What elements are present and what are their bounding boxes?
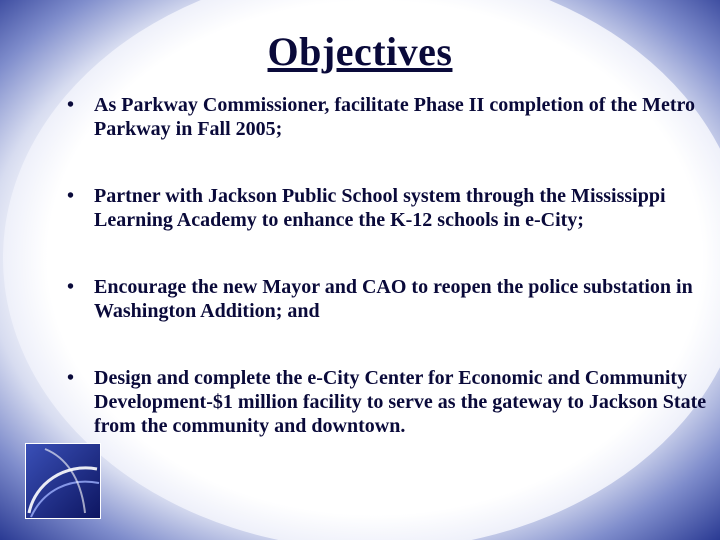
bullet-marker: • [67,367,75,389]
bullet-item [60,366,710,438]
bullet-text: As Parkway Commissioner, facilitate Phase II completion of the Metro Parkway in Fall 2005; [94,94,696,140]
bullet-marker: • [67,185,75,207]
swoosh-logo-icon [25,443,101,519]
bullet-text: Partner with Jackson Public School system through the Mississippi Learning Academy to enhance the K-12 schools in e-City; [94,185,666,231]
bullet-marker: • [67,94,75,116]
bullet-item [60,184,710,232]
bullet-text: Encourage the new Mayor and CAO to reopen the police substation in Washington Addition; and [94,276,693,322]
slide-title: Objectives [267,29,453,74]
bullet-item [60,275,710,323]
bullet-list [60,93,710,481]
bullet-text: Design and complete the e-City Center for Economic and Community Development-$1 million facility to serve as the gateway to Jackson State from the community and downtown. [94,367,707,437]
bullet-item [60,93,710,141]
bullet-marker: • [67,276,75,298]
